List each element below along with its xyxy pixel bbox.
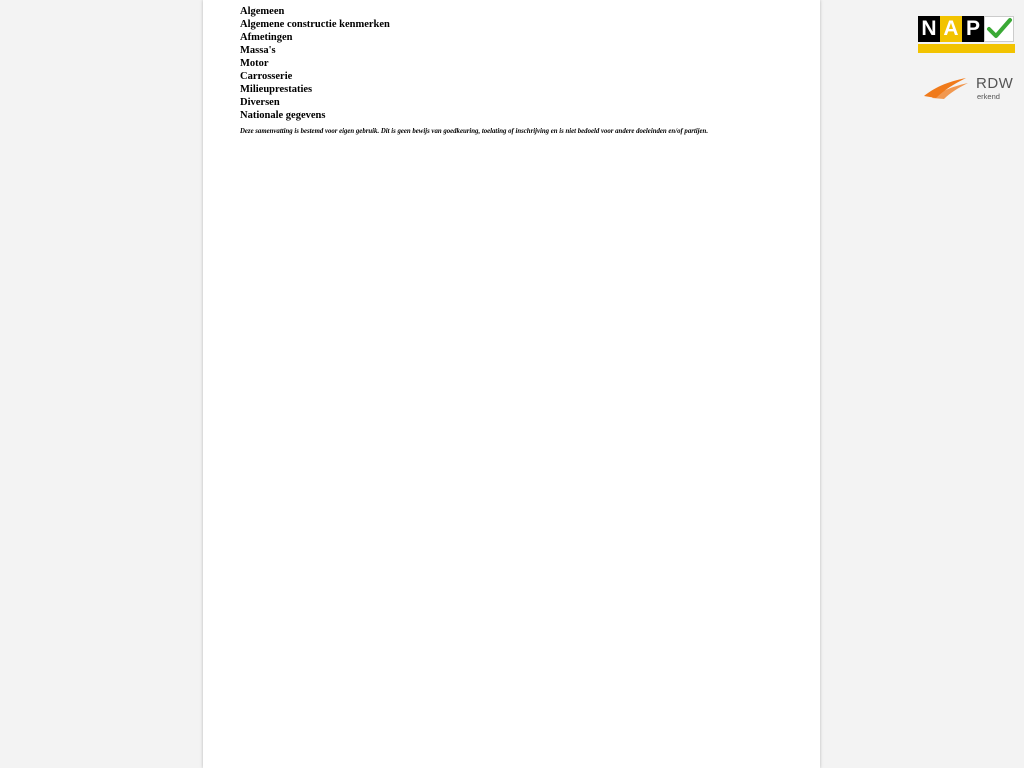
nap-letter-a: A [940, 16, 962, 42]
section-title: Carrosserie [240, 71, 293, 82]
section-title: Massa's [240, 45, 276, 56]
rdw-name: RDW [976, 75, 1014, 92]
section-title: Algemeen [240, 6, 285, 17]
rdw-swoosh-icon [922, 74, 972, 100]
section-title: Afmetingen [240, 32, 293, 43]
section-title: Milieuprestaties [240, 84, 313, 95]
section-title: Algemene constructie kenmerken [240, 19, 390, 30]
document-page [203, 0, 820, 768]
rdw-subtitle: erkend [977, 92, 1000, 101]
vehicle-summary [240, 6, 785, 136]
nap-letter-n: N [918, 16, 940, 42]
section-title: Nationale gegevens [240, 110, 326, 121]
check-icon [984, 16, 1014, 42]
nap-letter-p: P [962, 16, 984, 42]
section-title: Motor [240, 58, 269, 69]
rdw-logo [922, 74, 1016, 104]
section-title: Diversen [240, 97, 280, 108]
nap-underline [918, 44, 1015, 53]
disclaimer: Deze samenvatting is bestemd voor eigen gebruik. Dit is geen bewijs van goedkeuring, toelating of inschrijving en is niet bedoeld voor andere doeleinden en/of partijen. [240, 128, 709, 135]
nap-logo [918, 16, 1015, 53]
